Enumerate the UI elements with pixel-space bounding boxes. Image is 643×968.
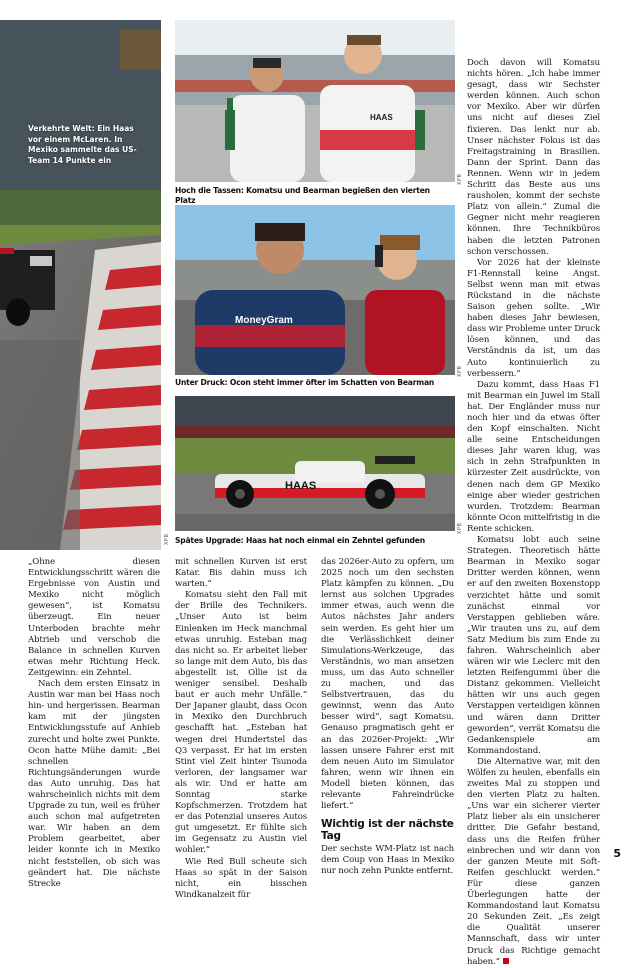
left-race-photo: [0, 20, 161, 550]
podium-photo: [175, 20, 455, 182]
article-column-1: [28, 557, 160, 889]
col2-paragraph-2: Komatsu sieht den Fall mit der Brille des Technikers. „Unser Auto ist beim Einlenken im Heck manchmal etwas unruhig. Esteban mag das nicht so. Er arbeitet lieber so lange mit dem Auto, bis das abgestellt ist. Ollie ist da weniger sensibel. Deshalb baut er auch mehr Unfälle.“ Der Japaner glaubt, dass Ocon in Mexiko den Durchbruch geschafft hat. „Esteban hat wegen drei Hundertstel das Q3 verpasst. Er hat im ersten Stint viel Zeit hinter Tsunoda verloren, der langsamer war als wir. Und er hatte am Sonntag starke Kopfschmerzen. Trotzdem hat er das Potenzial unseres Autos gut umgesetzt. Er fühlte sich im Gegensatz zu Austin viel wohler.“: [175, 590, 307, 856]
left-photo-credit: XPB: [164, 533, 170, 545]
article-column-4: [467, 58, 600, 967]
col3-paragraph-1: das 2026er-Auto zu opfern, um 2025 noch um den sechsten Platz kämpfen zu können. „Du lernst aus solchen Upgrades immer etwas, auch wenn die Autos nächstes Jahr anders sein werden. Es geht hier um die Verlässlichkeit deiner Simulations-Werkzeuge, das Verständnis, wo man ansetzen muss, um das Auto schneller zu machen, und das Selbstvertrauen, das du gewinnst, wenn das Auto besser wird“, sagt Komatsu. Genauso pragmatisch geht er an das 2026er-Projekt: „Wir lassen unsere Fahrer erst mit dem neuen Auto im Simulator fahren, wenn wir ihnen ein Modell bieten können, das relevante Fahreindrücke liefert.“: [321, 557, 454, 812]
ocon-credit: XPB: [457, 365, 463, 377]
car-caption: Spätes Upgrade: Haas hat noch einmal ein Zehntel gefunden: [175, 536, 425, 545]
col4-paragraph-2: Vor 2026 hat der kleinste F1-Rennstall keine Angst. Selbst wenn man mit etwas Rückstand in die nächste Saison gehen sollte. „Wir haben dieses Jahr bewiesen, dass wir Probleme unter Druck lösen können, und das Verständnis da ist, um das Auto kontinuierlich zu verbessern.“: [467, 257, 600, 379]
article-column-3: [321, 557, 454, 877]
col4-paragraph-4: Komatsu lobt auch seine Strategen. Theoretisch hätte Bearman in Mexiko sogar Dritter werden können, wenn er auf den zweiten Boxenstopp verzichtet hätte und somit zunächst einmal vor Verstappen geblieben wäre. „Wir trauten uns zu, auf dem Satz Medium bis zum Ende zu fahren. Wahrscheinlich aber wären wir wie Leclerc mit den letzten Reifengummi über die Distanz gekommen. Vielleicht hätten wir uns auch gegen Verstappen verteidigen können und wären dann Dritter geworden“, verrät Komatsu die Gedankenspiele am Kommandostand.: [467, 535, 600, 756]
left-photo-caption: Verkehrte Welt: Ein Haas vor einem McLaren. In Mexiko sammelte das US-Team 14 Punkte ein: [28, 124, 137, 165]
bearman-shirt-text: HAAS: [370, 113, 393, 122]
car-livery-text: HAAS: [285, 480, 317, 492]
race-track-image: [0, 20, 161, 550]
podium-image: [175, 20, 455, 182]
ocon-caption: Unter Druck: Ocon steht immer öfter im Schatten von Bearman: [175, 378, 435, 387]
col2-paragraph-3: Wie Red Bull scheute sich Haas so spät in der Saison nicht, ein bisschen Windkanalzeit für: [175, 856, 307, 900]
ocon-image: [175, 205, 455, 375]
article-column-2: [175, 557, 307, 900]
car-photo: [175, 396, 455, 531]
col4-paragraph-1: Doch davon will Komatsu nichts hören. „Ich habe immer gesagt, dass wir Sechster werden können. Auch schon vor Mexiko. Aber wir dürfen uns nicht auf dieses Ziel fixieren. Das lenkt nur ab. Unser nächster Fokus ist das Freitagstraining in Brasilien. Dann der Sprint. Dann das Rennen. Wenn wir in jedem Schritt das Beste aus uns rausholen, kommt der sechste Platz von allein.“ Zumal die Gegner nicht mehr reagieren können. Ihre Technikbüros haben die letzten Patronen schon verschossen.: [467, 58, 600, 257]
car-credit: XPB: [457, 522, 463, 534]
col3-paragraph-2: Der sechste WM-Platz ist nach dem Coup von Haas in Mexiko nur noch zehn Punkte entfernt.: [321, 844, 454, 877]
col2-paragraph-1: mit schnellen Kurven ist erst Katar. Bis dahin muss ich warten.“: [175, 557, 307, 590]
col4-paragraph-5-text: Die Alternative war, mit den Wölfen zu heulen, ebenfalls ein zweites Mal zu stoppen und den vierten Platz zu halten. „Uns war ein sicherer vierter Platz lieber als ein unsicherer dritter. Die Gefahr bestand, dass uns die Reifen früher einbrechen und wir dann von der ganzen Meute mit Soft-Reifen geschluckt werden.“ Für diese ganzen Überlegungen hatte der Kommandostand laut Komatsu 20 Sekunden Zeit. „Es zeigt die Qualität unserer Mannschaft, dass wir unter Druck das Richtige gemacht haben.“: [467, 756, 600, 967]
col4-paragraph-3: Dazu kommt, dass Haas F1 mit Bearman ein Juwel im Stall hat. Der Engländer muss nur noch hier und da etwas öfter den Kopf einschalten. Nicht alle seine Entscheidungen dieses Jahr waren klug, was sich in zehn Strafpunkten in kürzester Zeit ausdrückte, von denen nach dem GP Mexiko einige aber wieder gestrichen wurden. Trotzdem: Bearman könnte Ocon mittelfristig in die Rente schicken.: [467, 379, 600, 534]
col4-paragraph-5: [467, 757, 600, 968]
page-number: 5: [613, 847, 621, 860]
section-subhead: Wichtig ist der nächste Tag: [321, 818, 454, 843]
article-end-mark: [503, 958, 509, 964]
col1-paragraph-2: Nach dem ersten Einsatz in Austin war man bei Haas noch hin- und hergerissen. Bearman kam mit der jüngsten Entwicklungsstufe auf Anhieb zurecht und holte zwei Punkte. Ocon hatte Mühe damit: „Bei schnellen Richtungsänderungen wurde das Auto unruhig. Das hat wahrscheinlich nichts mit dem Upgrade zu tun, weil es früher auch schon mal aufgetreten war. Wir haben an dem Problem gearbeitet, aber leider konnte ich in Mexiko nicht feststellen, ob sich was geändert hat. Die nächste Strecke: [28, 679, 160, 889]
podium-credit: XPB: [457, 173, 463, 185]
col1-paragraph-1: „Ohne diesen Entwicklungsschritt wären die Ergebnisse von Austin und Mexiko nicht möglich gewesen“, ist Komatsu überzeugt. Ein neuer Unterboden brachte mehr Abtrieb und verschob die Balance in schnellen Kurven etwas mehr Richtung Heck. Zeitgewinn: ein Zehntel.: [28, 557, 160, 678]
car-image: [175, 396, 455, 531]
podium-caption: Hoch die Tassen: Komatsu und Bearman begießen den vierten Platz: [175, 186, 430, 205]
ocon-suit-text: MoneyGram: [235, 315, 293, 326]
ocon-photo: [175, 205, 455, 375]
